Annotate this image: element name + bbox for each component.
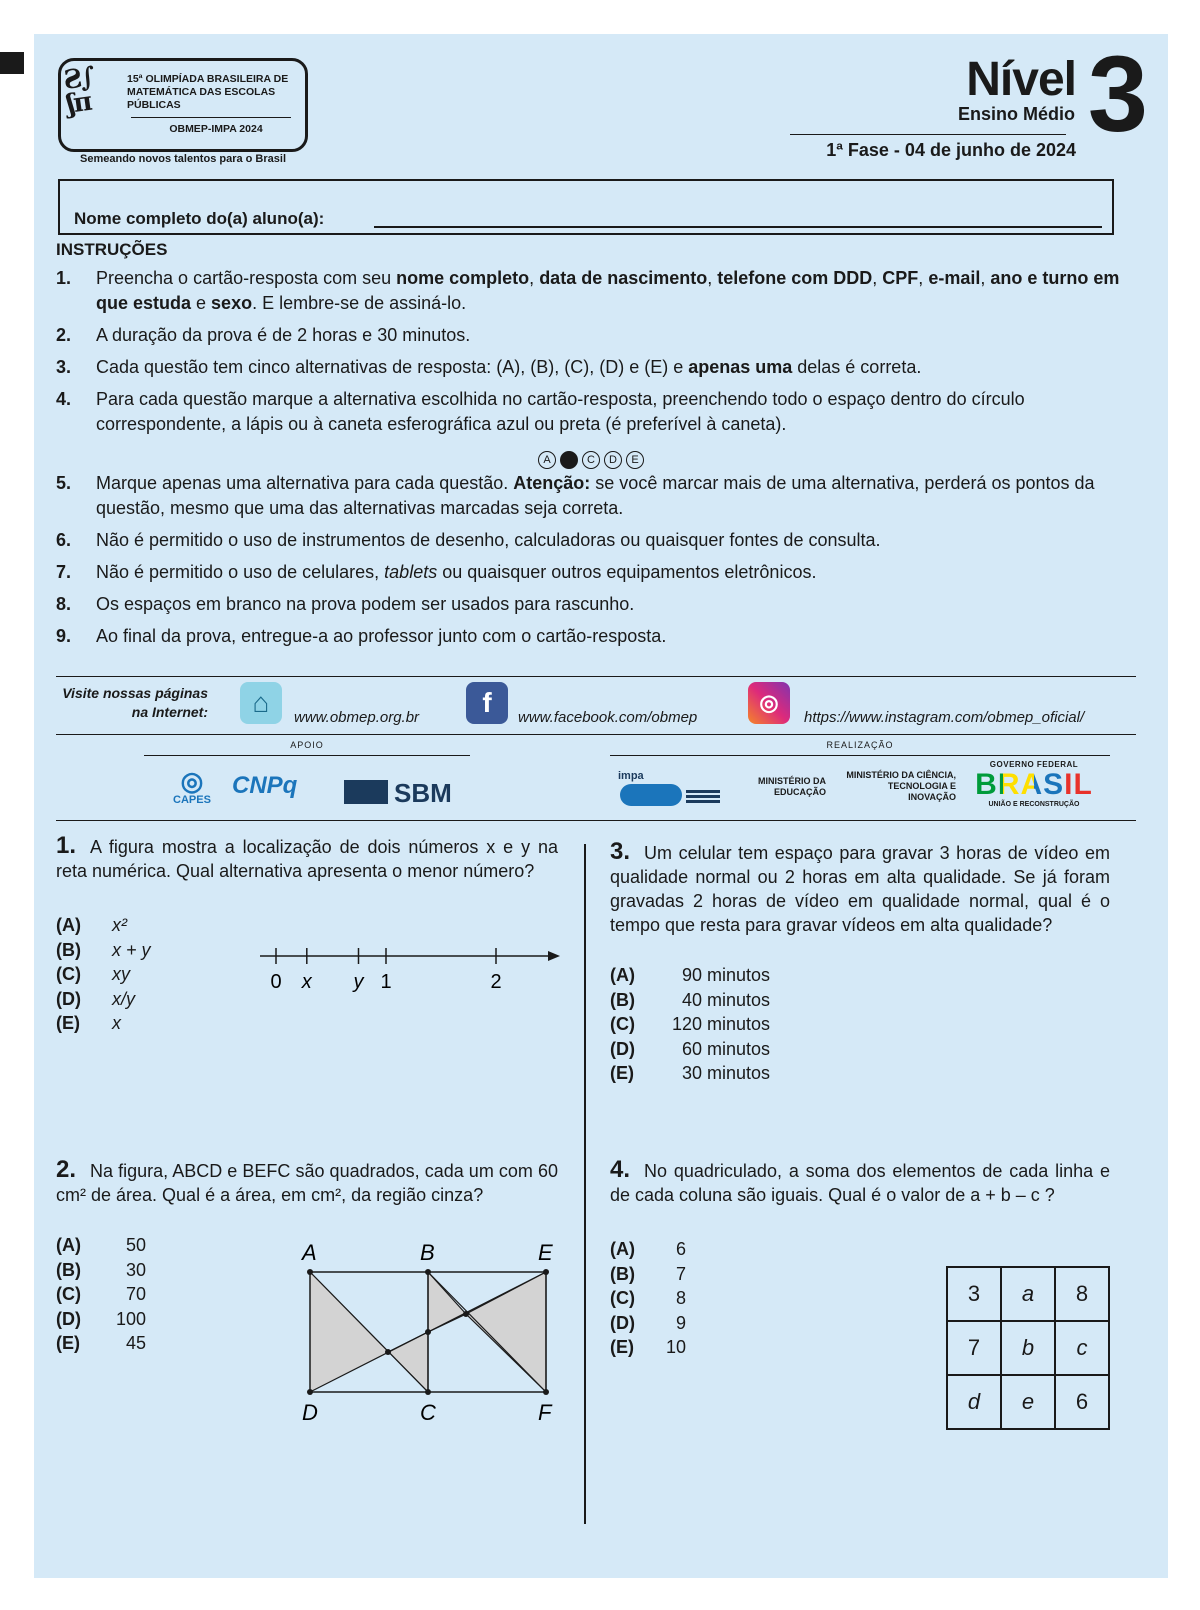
realizacao-rule bbox=[610, 755, 1110, 756]
instruction-item bbox=[56, 592, 1126, 617]
option-b[interactable] bbox=[610, 988, 1110, 1013]
question-3-text bbox=[610, 840, 1110, 937]
instruction-number: 6. bbox=[56, 530, 72, 550]
label-c: C bbox=[420, 1400, 436, 1425]
instruction-item bbox=[56, 266, 1126, 316]
bubble-a: A bbox=[538, 451, 556, 469]
question-2-text bbox=[56, 1158, 558, 1207]
grid-cell: 8 bbox=[1055, 1267, 1109, 1321]
instruction-item bbox=[56, 624, 1126, 649]
level-number: 3 bbox=[1087, 33, 1148, 154]
instruction-fragment: se você marcar mais de uma alternativa, perderá os pontos da questão, mesmo que uma das alternativas marcadas seja correta. bbox=[96, 473, 1095, 518]
option-value: 50 bbox=[125, 1235, 146, 1255]
mec-logo: MINISTÉRIO DA EDUCAÇÃO bbox=[757, 776, 826, 797]
instruction-bold: telefone com DDD bbox=[717, 268, 873, 288]
option-letter: (D) bbox=[56, 1308, 81, 1329]
option-letter: (B) bbox=[610, 989, 635, 1010]
option-letter: (D) bbox=[610, 1312, 635, 1333]
instruction-fragment: , bbox=[980, 268, 991, 288]
point-d bbox=[307, 1389, 313, 1395]
instruction-fragment: , bbox=[918, 268, 929, 288]
realizacao-label: REALIZAÇÃO bbox=[826, 740, 894, 750]
option-letter: (E) bbox=[610, 1063, 634, 1083]
logo-rule bbox=[131, 117, 291, 118]
instruction-item bbox=[56, 528, 1126, 553]
label-e: E bbox=[538, 1240, 553, 1265]
impa-logo-shape bbox=[620, 784, 682, 806]
grid-cell: a bbox=[1001, 1267, 1055, 1321]
option-value: 10 bbox=[665, 1337, 686, 1357]
student-name-line[interactable] bbox=[374, 226, 1102, 228]
instruction-item bbox=[56, 355, 1126, 380]
home-icon: ⌂ bbox=[240, 682, 282, 724]
question-4-number: 4. bbox=[610, 1156, 631, 1183]
instagram-icon: ◎ bbox=[748, 682, 790, 724]
impa-label: impa bbox=[618, 770, 644, 782]
grid-cell: 7 bbox=[947, 1321, 1001, 1375]
instruction-text: Para cada questão marque a alternativa escolhida no cartão-resposta, preenchendo todo o espaço dentro do círculo correspondente, a lápis ou à caneta esferográfica azul ou preta (é preferível à caneta). bbox=[96, 389, 1025, 434]
bubble-b-filled: B bbox=[560, 451, 578, 469]
grid-row bbox=[947, 1321, 1109, 1375]
option-e[interactable] bbox=[56, 1011, 558, 1036]
gov-bottom-label: UNIÃO E RECONSTRUÇÃO bbox=[988, 801, 1080, 808]
option-letter: (A) bbox=[56, 915, 81, 935]
apoio-rule bbox=[144, 755, 470, 756]
option-letter: (D) bbox=[610, 1038, 635, 1059]
point-b bbox=[425, 1269, 431, 1275]
question-4-statement: No quadriculado, a soma dos elementos de cada linha e de cada coluna são iguais. Qual é o valor de a + b – c ? bbox=[610, 1161, 1110, 1205]
obmep-logo-glyph: Ƨ∫ ʃπ bbox=[61, 62, 96, 120]
point-a bbox=[307, 1269, 313, 1275]
obmep-logo bbox=[58, 58, 308, 152]
option-letter: (A) bbox=[610, 965, 635, 985]
grid-cell: d bbox=[947, 1375, 1001, 1429]
logo-subtitle: OBMEP-IMPA 2024 bbox=[169, 123, 263, 135]
question-3 bbox=[610, 840, 1110, 1086]
instruction-bold: CPF bbox=[882, 268, 919, 288]
option-letter: (E) bbox=[56, 1013, 80, 1033]
sbm-mark bbox=[344, 780, 388, 804]
option-letter: (A) bbox=[56, 1235, 81, 1255]
option-letter: (C) bbox=[610, 1288, 635, 1308]
intersection-1 bbox=[385, 1349, 391, 1355]
option-value: 100 bbox=[115, 1308, 146, 1329]
instruction-fragment: e bbox=[191, 293, 212, 313]
instruction-text: Não é permitido o uso de instrumentos de desenho, calculadoras ou quaisquer fontes de consulta. bbox=[96, 530, 881, 550]
instruction-text bbox=[96, 355, 1126, 380]
student-name-label: Nome completo do(a) aluno(a): bbox=[74, 209, 325, 228]
instruction-fragment: Preencha o cartão-resposta com seu bbox=[96, 268, 397, 288]
option-value: 7 bbox=[675, 1263, 686, 1284]
instruction-number: 9. bbox=[56, 626, 72, 646]
instruction-bold: sexo bbox=[211, 293, 253, 313]
instruction-fragment: delas é correta. bbox=[792, 357, 922, 377]
gray-region-right bbox=[466, 1272, 546, 1392]
mcti-logo: MINISTÉRIO DA CIÊNCIA, TECNOLOGIA E INOVAÇÃO bbox=[846, 770, 956, 802]
instruction-bold: nome completo bbox=[396, 268, 530, 288]
number-line bbox=[254, 934, 564, 994]
number-line-label: 2 bbox=[490, 971, 502, 993]
option-value: 30 minutos bbox=[681, 1063, 770, 1083]
number-line-arrow bbox=[548, 951, 560, 961]
facebook-link[interactable]: www.facebook.com/obmep bbox=[518, 709, 698, 726]
bubble-e: E bbox=[626, 451, 644, 469]
column-divider bbox=[584, 844, 586, 1524]
grid-cell: c bbox=[1055, 1321, 1109, 1375]
school-level: Ensino Médio bbox=[958, 104, 1075, 124]
option-value: 70 bbox=[125, 1284, 146, 1304]
option-value: 6 bbox=[675, 1239, 686, 1259]
number-line-label: 0 bbox=[270, 971, 282, 993]
grid-row bbox=[947, 1375, 1109, 1429]
grid-cell: 3 bbox=[947, 1267, 1001, 1321]
option-value: 120 minutos bbox=[671, 1014, 770, 1034]
question-3-options bbox=[610, 963, 1110, 1086]
capes-label: CAPES bbox=[173, 794, 211, 806]
question-2-statement: Na figura, ABCD e BEFC são quadrados, cada um com 60 cm² de área. Qual é a área, em cm², da região cinza? bbox=[56, 1161, 558, 1205]
question-3-number: 3. bbox=[610, 838, 631, 865]
label-f: F bbox=[538, 1400, 552, 1425]
option-value: x² bbox=[112, 915, 127, 935]
instruction-number: 4. bbox=[56, 389, 72, 409]
cnpq-logo: CNPq bbox=[232, 772, 298, 799]
visit-pages-label: Visite nossas páginas na Internet: bbox=[62, 685, 208, 720]
option-letter: (E) bbox=[610, 1337, 634, 1357]
apoio-label: APOIO bbox=[290, 740, 324, 750]
option-value: 9 bbox=[675, 1312, 686, 1333]
gray-region-left-b bbox=[310, 1272, 388, 1392]
intersection-3 bbox=[463, 1311, 469, 1317]
answer-bubble-example bbox=[56, 439, 1126, 469]
question-1-statement: A figura mostra a localização de dois números x e y na reta numérica. Qual alternativa apresenta o menor número? bbox=[56, 837, 558, 881]
label-a: A bbox=[302, 1240, 317, 1265]
instruction-fragment: Cada questão tem cinco alternativas de resposta: (A), (B), (C), (D) e (E) e bbox=[96, 357, 689, 377]
option-value: 40 minutos bbox=[681, 989, 770, 1010]
grid-cell: b bbox=[1001, 1321, 1055, 1375]
instruction-number: 1. bbox=[56, 268, 72, 288]
capes-logo bbox=[166, 768, 218, 806]
option-a[interactable] bbox=[610, 963, 1110, 988]
instruction-fragment: ou quaisquer outros equipamentos eletrônicos. bbox=[437, 562, 817, 582]
logo-tagline: Semeando novos talentos para o Brasil bbox=[80, 153, 287, 165]
number-line-label: 1 bbox=[380, 971, 392, 993]
bubble-c: C bbox=[582, 451, 600, 469]
option-letter: (C) bbox=[56, 964, 81, 984]
option-value: x + y bbox=[112, 939, 151, 960]
option-value: 8 bbox=[675, 1288, 686, 1308]
site-link[interactable]: www.obmep.org.br bbox=[294, 709, 420, 726]
registration-mark bbox=[0, 52, 24, 74]
option-value: xy bbox=[112, 964, 130, 984]
gov-top-label: GOVERNO FEDERAL bbox=[989, 760, 1079, 769]
number-line-label: x bbox=[301, 971, 312, 993]
grid-cell: e bbox=[1001, 1375, 1055, 1429]
option-letter: (C) bbox=[610, 1014, 635, 1034]
instruction-fragment: , bbox=[872, 268, 883, 288]
option-value: 30 bbox=[125, 1259, 146, 1280]
instruction-text bbox=[96, 266, 1126, 316]
instruction-number: 2. bbox=[56, 325, 72, 345]
instruction-text: Ao final da prova, entregue-a ao professor junto com o cartão-resposta. bbox=[96, 626, 667, 646]
label-b: B bbox=[420, 1240, 435, 1265]
bubble-d: D bbox=[604, 451, 622, 469]
option-value: 90 minutos bbox=[681, 965, 770, 985]
governo-federal-logo bbox=[972, 760, 1096, 808]
option-letter: (B) bbox=[610, 1263, 635, 1284]
instruction-item bbox=[56, 560, 1126, 585]
instagram-link[interactable]: https://www.instagram.com/obmep_oficial/ bbox=[804, 709, 1085, 726]
question-4-text bbox=[610, 1158, 1110, 1207]
instruction-text: A duração da prova é de 2 horas e 30 minutos. bbox=[96, 325, 471, 345]
number-line-ticks bbox=[270, 948, 501, 993]
option-a[interactable] bbox=[610, 1237, 1110, 1262]
instruction-fragment: Não é permitido o uso de celulares, bbox=[96, 562, 385, 582]
impa-text-lines bbox=[686, 790, 720, 804]
point-e bbox=[543, 1269, 549, 1275]
option-value: x bbox=[112, 1013, 121, 1033]
option-value: 45 bbox=[125, 1333, 146, 1353]
header-rule bbox=[790, 134, 1066, 135]
logo-title: 15ª OLIMPÍADA BRASILEIRA DE MATEMÁTICA DAS ESCOLAS PÚBLICAS bbox=[127, 73, 289, 111]
grid-cell: 6 bbox=[1055, 1375, 1109, 1429]
instruction-fragment: . E lembre-se de assiná-lo. bbox=[252, 293, 467, 313]
instruction-fragment: Marque apenas uma alternativa para cada questão. bbox=[96, 473, 514, 493]
option-e[interactable] bbox=[610, 1061, 1110, 1086]
option-c[interactable] bbox=[610, 1012, 1110, 1037]
sponsors-bottom-rule bbox=[56, 820, 1136, 821]
instruction-number: 5. bbox=[56, 473, 72, 493]
instruction-bold: ano e turno em que estuda bbox=[96, 268, 1120, 313]
instruction-item bbox=[56, 387, 1126, 437]
brasil-word: BRASIL bbox=[972, 769, 1096, 801]
option-letter: (B) bbox=[56, 939, 81, 960]
instruction-item bbox=[56, 471, 1126, 521]
point-f bbox=[543, 1389, 549, 1395]
sbm-logo: SBM bbox=[394, 778, 452, 808]
question-1-number: 1. bbox=[56, 832, 77, 859]
option-value: x/y bbox=[112, 988, 136, 1009]
option-letter: (E) bbox=[56, 1333, 80, 1353]
option-d[interactable] bbox=[610, 1037, 1110, 1062]
links-top-rule bbox=[56, 676, 1136, 677]
number-line-label: y bbox=[353, 971, 364, 993]
facebook-icon: f bbox=[466, 682, 508, 724]
option-letter: (A) bbox=[610, 1239, 635, 1259]
number-grid bbox=[946, 1266, 1110, 1430]
question-1-text bbox=[56, 834, 558, 883]
grid-row bbox=[947, 1267, 1109, 1321]
option-letter: (B) bbox=[56, 1259, 81, 1280]
exam-page bbox=[34, 34, 1168, 1578]
instruction-fragment: , bbox=[707, 268, 718, 288]
option-value: 60 minutos bbox=[681, 1038, 770, 1059]
instruction-bold: data de nascimento bbox=[539, 268, 708, 288]
links-bottom-rule bbox=[56, 734, 1136, 735]
exam-phase-date: 1ª Fase - 04 de junho de 2024 bbox=[826, 140, 1076, 160]
instruction-item bbox=[56, 323, 1126, 348]
instruction-number: 7. bbox=[56, 562, 72, 582]
option-letter: (D) bbox=[56, 988, 81, 1009]
instruction-text bbox=[96, 471, 1126, 521]
level-word: Nível bbox=[966, 53, 1076, 106]
point-c bbox=[425, 1389, 431, 1395]
instructions-title: INSTRUÇÕES bbox=[56, 240, 168, 259]
instruction-number: 3. bbox=[56, 357, 72, 377]
instruction-number: 8. bbox=[56, 594, 72, 614]
option-letter: (C) bbox=[56, 1284, 81, 1304]
instruction-bold: apenas uma bbox=[688, 357, 793, 377]
question-3-statement: Um celular tem espaço para gravar 3 horas de vídeo em qualidade normal ou 2 horas em alta qualidade. Se já foram gravadas 2 horas de vídeo em qualidade normal, qual é o tempo que resta para gravar vídeos em alta qualidade? bbox=[610, 843, 1110, 935]
intersection-2 bbox=[425, 1329, 431, 1335]
instructions-list bbox=[56, 266, 1126, 656]
question-2-number: 2. bbox=[56, 1156, 77, 1183]
instruction-bold: Atenção: bbox=[513, 473, 591, 493]
capes-eye-icon: ◎ bbox=[180, 766, 204, 796]
instruction-text bbox=[96, 560, 1126, 585]
label-d: D bbox=[302, 1400, 318, 1425]
student-name-box bbox=[58, 179, 1114, 235]
instruction-bold: e-mail bbox=[928, 268, 981, 288]
instruction-fragment: , bbox=[529, 268, 540, 288]
instruction-text: Os espaços em branco na prova podem ser usados para rascunho. bbox=[96, 594, 635, 614]
squares-figure bbox=[284, 1228, 574, 1428]
instruction-italic: tablets bbox=[384, 562, 438, 582]
